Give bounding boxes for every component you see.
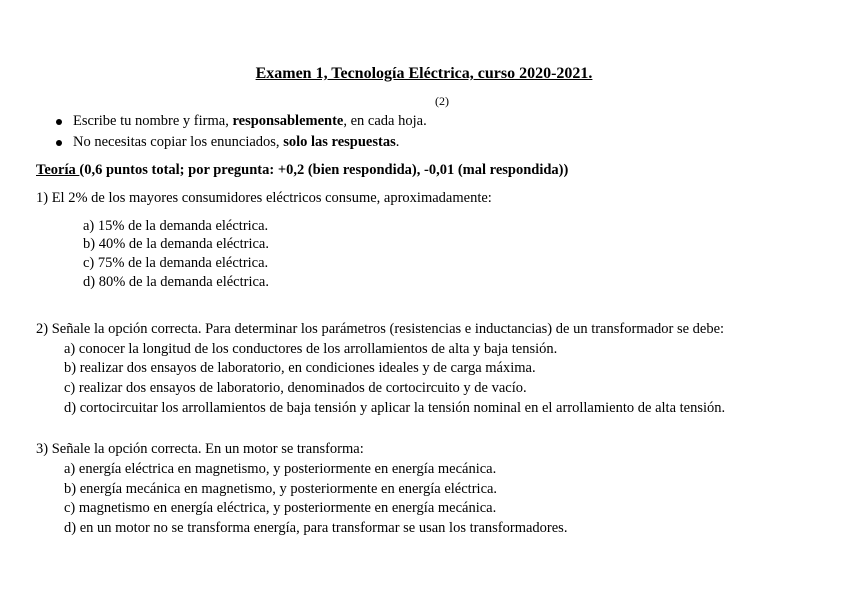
instruction-item: Escribe tu nombre y firma, responsablemente, en cada hoja. [73,114,427,129]
question-1-option-d: d) 80% de la demanda eléctrica. [83,274,269,290]
question-2-text: 2) Señale la opción correcta. Para determinar los parámetros (resistencias e inductancias) de un transformador se debe: [36,321,725,337]
instruction-item: No necesitas copiar los enunciados, solo las respuestas. [73,135,399,150]
question-2-option-b: b) realizar dos ensayos de laboratorio, en condiciones ideales y de carga máxima. [64,360,536,376]
question-3-option-c: c) magnetismo en energía eléctrica, y posteriormente en energía mecánica. [64,500,497,516]
section-heading: Teoría (0,6 puntos total; por pregunta: +0,2 (bien respondida), -0,01 (mal respondida)) [36,162,569,178]
question-1-option-b: b) 40% de la demanda eléctrica. [83,236,269,252]
exam-version: (2) [435,94,449,108]
bullet-icon [56,119,62,125]
question-3-option-b: b) energía mecánica en magnetismo, y posteriormente en energía eléctrica. [64,481,498,497]
question-3-option-a: a) energía eléctrica en magnetismo, y posteriormente en energía mecánica. [64,461,497,477]
exam-title: Examen 1, Tecnología Eléctrica, curso 2020-2021. [255,65,593,82]
question-1-option-c: c) 75% de la demanda eléctrica. [83,255,269,271]
question-3-option-d: d) en un motor no se transforma energía, para transformar se usan los transformadores. [64,520,568,536]
question-2-option-c: c) realizar dos ensayos de laboratorio, denominados de cortocircuito y de vacío. [64,380,527,396]
question-2-option-a: a) conocer la longitud de los conductores de los arrollamientos de alta y baja tensión. [64,341,558,357]
question-3-text: 3) Señale la opción correcta. En un motor se transforma: [36,441,364,457]
question-1-text: 1) El 2% de los mayores consumidores eléctricos consume, aproximadamente: [36,190,492,206]
question-1-option-a: a) 15% de la demanda eléctrica. [83,218,269,234]
bullet-icon [56,140,62,146]
question-2-option-d: d) cortocircuitar los arrollamientos de baja tensión y aplicar la tensión nominal en el arrollamiento de alta tensión. [64,400,726,416]
